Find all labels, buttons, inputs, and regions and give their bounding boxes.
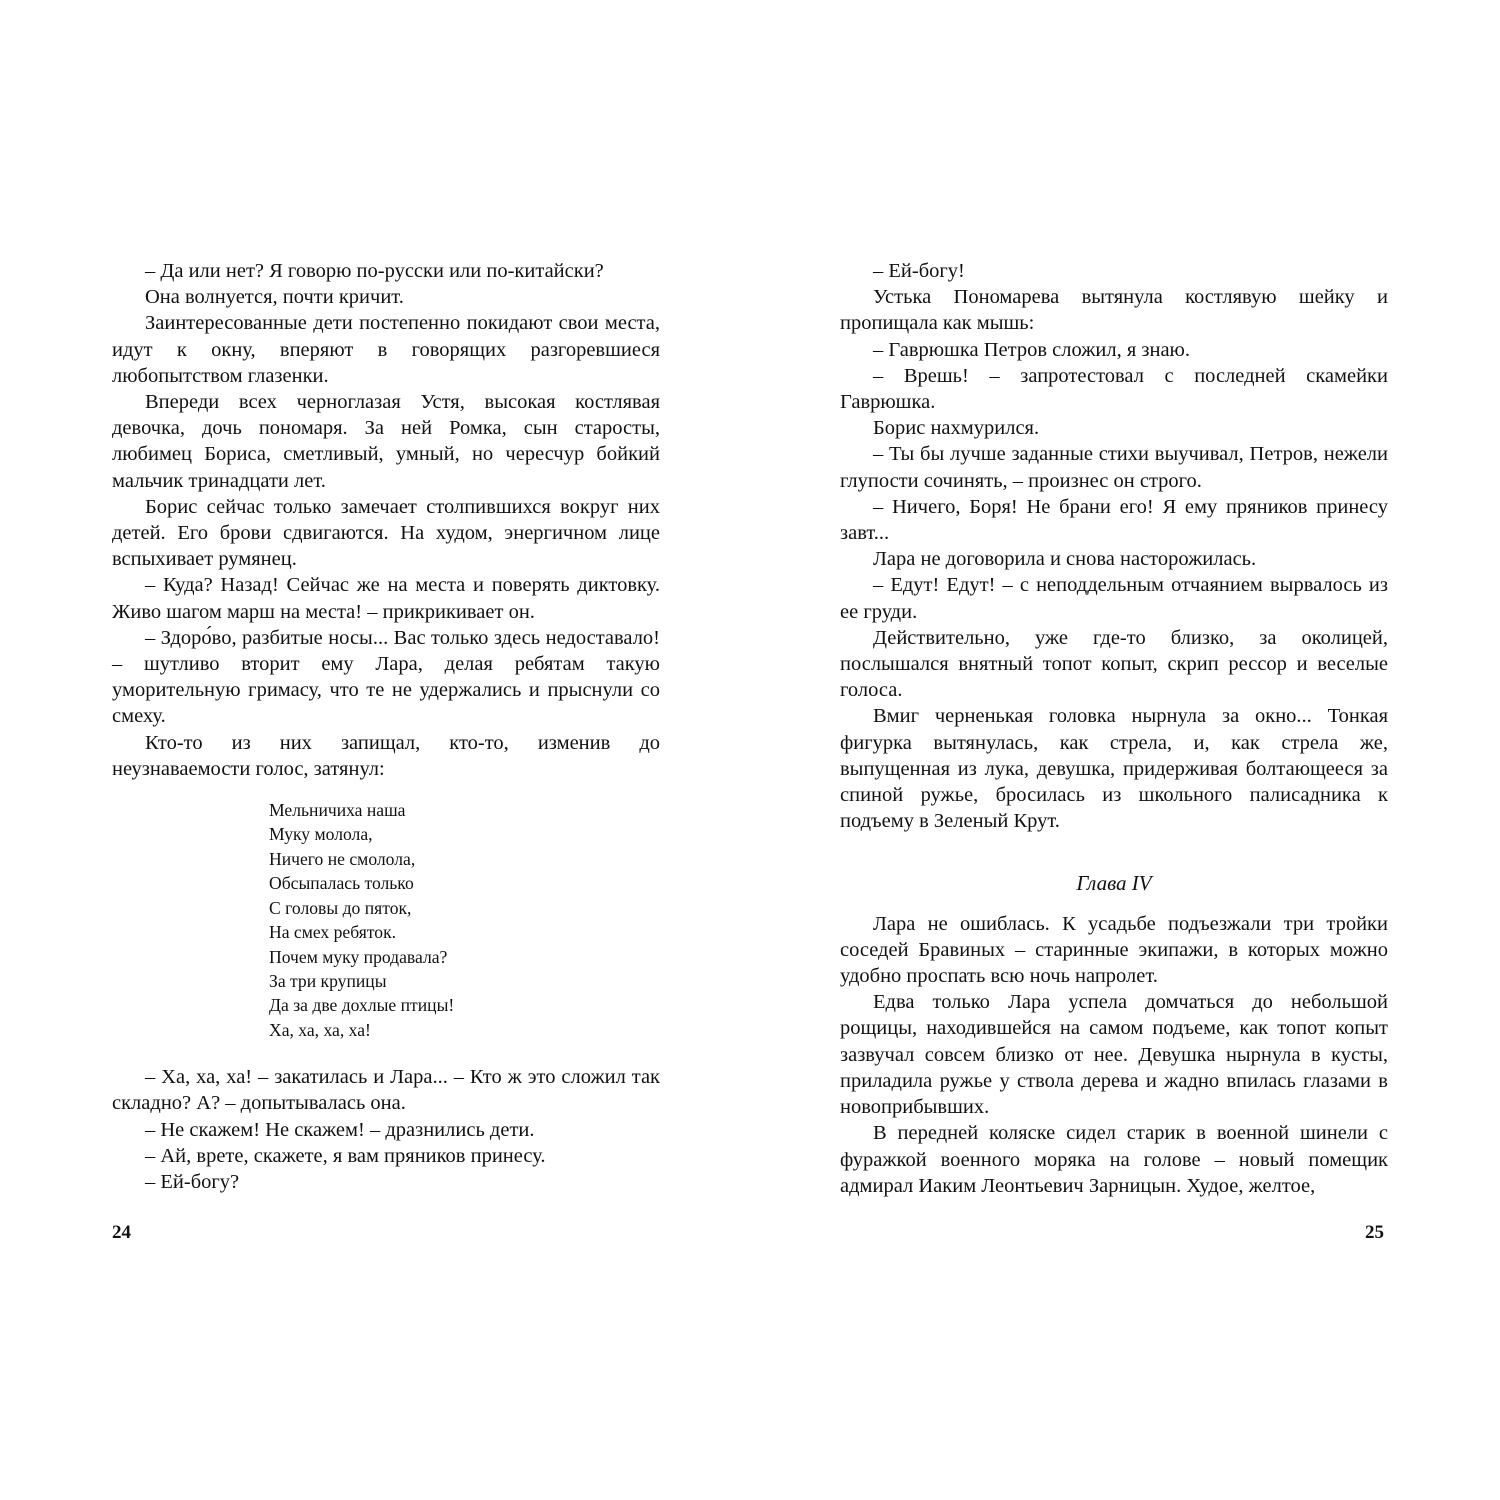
paragraph: – Ты бы лучше заданные стихи выучивал, Петров, нежели глупости сочинять, – произнес он строго.	[840, 443, 1388, 492]
poem-line: Мельничиха наша	[269, 800, 406, 821]
poem-line: Обсыпалась только	[269, 873, 414, 894]
paragraph: Действительно, уже где-то близко, за околицей, послышался внятный топот копыт, скрип рессор и веселые голоса.	[840, 626, 1388, 702]
left-page	[112, 258, 660, 1195]
paragraph: – Да или нет? Я говорю по-русски или по-китайски?	[145, 260, 604, 282]
paragraph: Кто-то из них запищал, кто-то, изменив до неузнаваемости голос, затянул:	[112, 731, 660, 780]
poem-line: Муку молола,	[269, 824, 373, 845]
page-number-right: 25	[1365, 1222, 1384, 1243]
paragraph: – Гаврюшка Петров сложил, я знаю.	[873, 338, 1190, 361]
paragraph: – Ей-богу!	[873, 260, 965, 282]
poem-line: На смех ребяток.	[269, 922, 397, 943]
paragraph: – Ай, врете, скажете, я вам пряников принесу.	[145, 1144, 546, 1167]
right-page	[840, 258, 1388, 1199]
paragraph: – Ей-богу?	[145, 1170, 240, 1193]
paragraph: – Ничего, Боря! Не брани его! Я ему пряников принесу завт...	[840, 495, 1388, 545]
paragraph: – Врешь! – запротестовал с последней скамейки Гаврюшка.	[840, 364, 1388, 414]
page-number-left: 24	[112, 1222, 131, 1243]
paragraph: Заинтересованные дети постепенно покидают свои места, идут к окну, вперяют в говорящих разгоревшиеся любопытством глазенки.	[112, 312, 660, 387]
paragraph: Лара не договорила и снова насторожилась.	[873, 548, 1257, 571]
paragraph: – Не скажем! Не скажем! – дразнились дети.	[145, 1118, 535, 1141]
poem-line: Ничего не смолола,	[269, 848, 416, 869]
poem-line: Ха, ха, ха, ха!	[269, 1019, 371, 1040]
paragraph: Едва только Лара успела домчаться до небольшой рощицы, находившейся на самом подъеме, как топот копыт зазвучал совсем близко от нее. Девушка нырнула в кусты, приладила ружье у ствола дерева и жадно впилась глазами в новоприбывших.	[840, 991, 1388, 1119]
paragraph: Впереди всех черноглазая Устя, высокая костлявая девочка, дочь пономаря. За ней Ромка, сын старосты, любимец Бориса, сметливый, умный, но чересчур бойкий мальчик тринадцати лет.	[112, 391, 660, 492]
chapter-title: Глава IV	[1076, 871, 1152, 896]
paragraph: Лара не ошиблась. К усадьбе подъезжали три тройки соседей Бравиных – старинные экипажи, в которых можно удобно проспать всю ночь напролет.	[840, 912, 1388, 988]
paragraph: – Здоро́во, разбитые носы... Вас только здесь недоставало! – шутливо вторит ему Лара, делая ребятам такую уморительную гримасу, что те не удержались и прыснули со смеху.	[112, 626, 660, 728]
paragraph: Вмиг черненькая головка нырнула за окно... Тонкая фигурка вытянулась, как стрела, и, как стрела же, выпущенная из лука, девушка, придерживая болтающееся за спиной ружье, бросилась из школьного палисадника к подъему в Зеленый Крут.	[840, 705, 1388, 833]
paragraph: – Куда? Назад! Сейчас же на места и поверять диктовку. Живо шагом марш на места! – прикрикивает он.	[112, 574, 660, 623]
poem	[269, 798, 660, 1042]
paragraph: В передней коляске сидел старик в военной шинели с фуражкой военного моряка на голове – новый помещик адмирал Иаким Леонтьевич Зарницын. Худое, желтое,	[840, 1122, 1388, 1197]
paragraph: Устька Пономарева вытянула костлявую шейку и пропищала как мышь:	[840, 286, 1388, 335]
paragraph: Она волнуется, почти кричит.	[145, 286, 404, 309]
paragraph: Борис сейчас только замечает столпившихся вокруг них детей. Его брови сдвигаются. На худом, энергичном лице вспыхивает румянец.	[112, 495, 660, 571]
poem-line: Да за две дохлые птицы!	[269, 995, 455, 1016]
poem-line: С головы до пяток,	[269, 897, 412, 918]
paragraph: Борис нахмурился.	[873, 417, 1040, 440]
poem-line: Почем муку продавала?	[269, 946, 448, 967]
poem-line: За три крупицы	[269, 970, 387, 991]
paragraph: – Едут! Едут! – с неподдельным отчаянием вырвалось из ее груди.	[840, 574, 1388, 623]
paragraph: – Ха, ха, ха! – закатилась и Лара... – Кто ж это сложил так складно? А? – допытывалась она.	[112, 1066, 660, 1115]
